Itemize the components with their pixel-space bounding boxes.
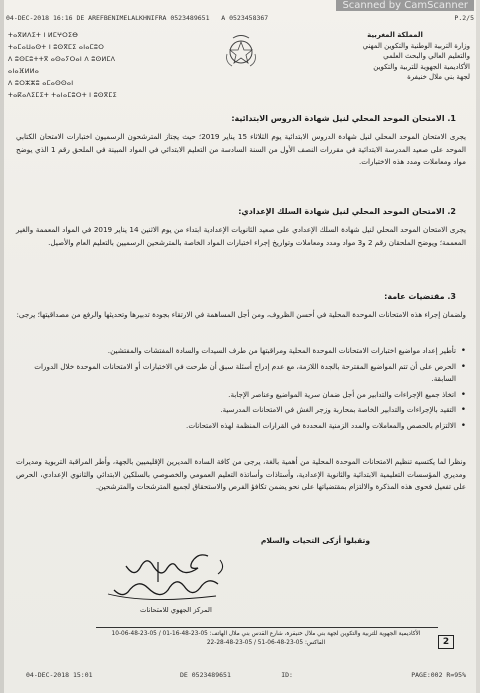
scanner-watermark: Scanned by CamScanner: [336, 0, 474, 11]
section-1-title: 1. الامتحان الموحد المحلي لنيل شهادة الدروس الابتدائية:: [231, 114, 456, 123]
requirements-list: [18, 345, 466, 435]
header-region: لجهة بني ملال خنيفرة: [407, 73, 470, 81]
section-2-title: 2. الامتحان الموحد المحلي لنيل شهادة السلك الإعدادي:: [238, 207, 456, 216]
tifinagh-line: ⴷ ⵓⵙⵎⵓⵜⵜⴳ ⴰⵙⴰⵢⵔⴰⵏ ⴷ ⵓⵙⵍⵎⴷ ⴰⵏⴰⴼⵍⵍⴰ: [8, 56, 116, 75]
list-item: • التقيد بالإجراءات والتدابير الخاصة بمحاربة وزجر الغش في الامتحانات المدرسية.: [18, 404, 466, 417]
header-ministry: وزارة التربية الوطنية والتكوين المهني: [362, 41, 470, 50]
footer-address: الأكاديمية الجهوية للتربية والتكوين لجهة بني ملال خنيفرة، شارع القدس بني ملال الهاتف: 05-23-48-16-01 / 05-23-48-06-10: [111, 631, 421, 637]
fax-footer-date: 04-DEC-2018 15:01: [26, 671, 93, 679]
section-2-body: يجرى الامتحان الموحد المحلي لنيل شهادة السلك الإعدادي على صعيد الثانويات الإعدادية ابتداء من يوم الاثنين 14 يناير 2019 في المواد المعممة والغير المعممة؛ ويوضح الملحقان رقم 2 و3 مواد ومدد ومعاملات وتواريخ إجراء اختبارات المواد الخاصة بالمترشحين الرسميين بالتعليم العام والأصيل.: [16, 225, 466, 247]
fax-footer-id: ID:: [281, 671, 293, 679]
fax-header-phone: A 0523458367: [221, 14, 269, 22]
list-item: • الالتزام بالحصص والمعاملات والمدد الزمنية المحددة في القرارات المنظمة لهذه الامتحانات.: [18, 420, 466, 433]
page-number-box: 2: [438, 635, 454, 649]
tifinagh-line: ⵜⴰⴳⵍⴷⵉⵜ ⵏ ⵍⵎⵖⵔⵉⴱ: [8, 32, 79, 39]
tifinagh-line: ⵜⴰⵎⴰⵡⴰⵙⵜ ⵏ ⵓⵙⴳⵎⵉ ⴰⵏⴰⵎⵓⵔ: [8, 44, 105, 51]
section-3-conclusion: ونظرا لما يكتسيه تنظيم الامتحانات الموحدة المحلية من أهمية بالغة، يرجى من كافة السادة المديرين الإقليميين بالجهة، وأطر المراقبة التربوية ومديرات ومديري المؤسسات التعليمية الابتدائية والثانوية الإعدادية، وأستاذات وأساتذة التعليم العمومي والخصوصي بالسلكين الابتدائي والثانوي الإعدادي، الحرص على تفعيل فحوى هذه المذكرة والالتزام بمقتضياتها على نحو يضمن تكافؤ الفرص والاستحقاق لجميع المترشحات والمترشحين.: [16, 457, 466, 491]
signatory-role: المركز الجهوي للامتحانات: [140, 606, 212, 614]
section-3-intro: ولضمان إجراء هذه الامتحانات الموحدة المحلية في أحسن الظروف، ومن أجل المساهمة في الارتقاء بجودة تدبيرها وتحديثها والرفع من مصداقيتها؛ يرجى:: [16, 310, 466, 319]
section-1-body: يجرى الامتحان الموحد المحلي لنيل شهادة الدروس الابتدائية يوم الثلاثاء 15 يناير 2019؛ حيث يجتاز المترشحون الرسميون اختبارات الامتحان الكتابي الموحد على صعيد المدرسة الابتدائية في مقررات النصف الأول من السنة السادسة من التعليم الابتدائي في المواد المبينة في الملحق رقم 1 الذي يوضح مواد ومعاملات ومدد هذه الاختبارات.: [16, 132, 467, 166]
tifinagh-line: ⵜⴰⴽⴰⴷⵉⵎⵉⵜ ⵜⴰⵏⴰⵎⵓⵔⵜ ⵏ ⵓⵙⴳⵎⵉ: [8, 92, 117, 99]
list-item: • اتخاذ جميع الإجراءات والتدابير من أجل ضمان سرية المواضيع وعناصر الإجابة.: [18, 389, 466, 402]
list-item: • الحرص على أن تتم المواضيع المقترحة بالجدة اللازمة، مع عدم إدراج أسئلة سبق أن طرحت في الاختبارات أو الامتحانات الموحدة خلال الدورات السابقة.: [18, 361, 466, 386]
tifinagh-header: [8, 30, 138, 102]
fax-footer-page: PAGE:002 R=95%: [411, 671, 466, 679]
section-3-title: 3. مقتضيات عامة:: [384, 292, 456, 301]
coat-of-arms-icon: [222, 32, 260, 70]
header-kingdom: المملكة المغربية: [367, 31, 423, 39]
header-academy: الأكاديمية الجهوية للتربية والتكوين: [373, 62, 470, 71]
handwritten-signature-icon: [88, 548, 238, 606]
list-item: • تأطير إعداد مواضيع اختبارات الامتحانات الموحدة المحلية ومراقبتها من طرف السيدات والسادة المفتشات والمفتشين.: [18, 345, 466, 358]
academy-footer: [96, 630, 436, 648]
tifinagh-line: ⴷ ⵓⵔⵣⵣⵓ ⴰⵎⴰⵙⵙⴰⵏ: [8, 80, 74, 87]
fax-header-page: P.2/5: [454, 14, 474, 22]
fax-footer-phone: DE 0523489651: [180, 671, 231, 679]
fax-footer: [26, 671, 466, 681]
fax-header-date: 04-DEC-2018 16:16 DE AREFBENIMELALKHNIFRA 0523489651: [6, 14, 210, 22]
footer-fax: الفاكس: 05-23-48-06-51 / 05-23-48-28-22: [206, 640, 326, 646]
closing-salutation: وتقبلوا أزكى التحيات والسلام: [260, 536, 370, 545]
fax-header: [6, 14, 474, 24]
header-ministry-2: والتعليم العالي والبحث العلمي: [383, 52, 470, 60]
arabic-header: [320, 30, 470, 83]
footer-divider: [96, 627, 438, 628]
